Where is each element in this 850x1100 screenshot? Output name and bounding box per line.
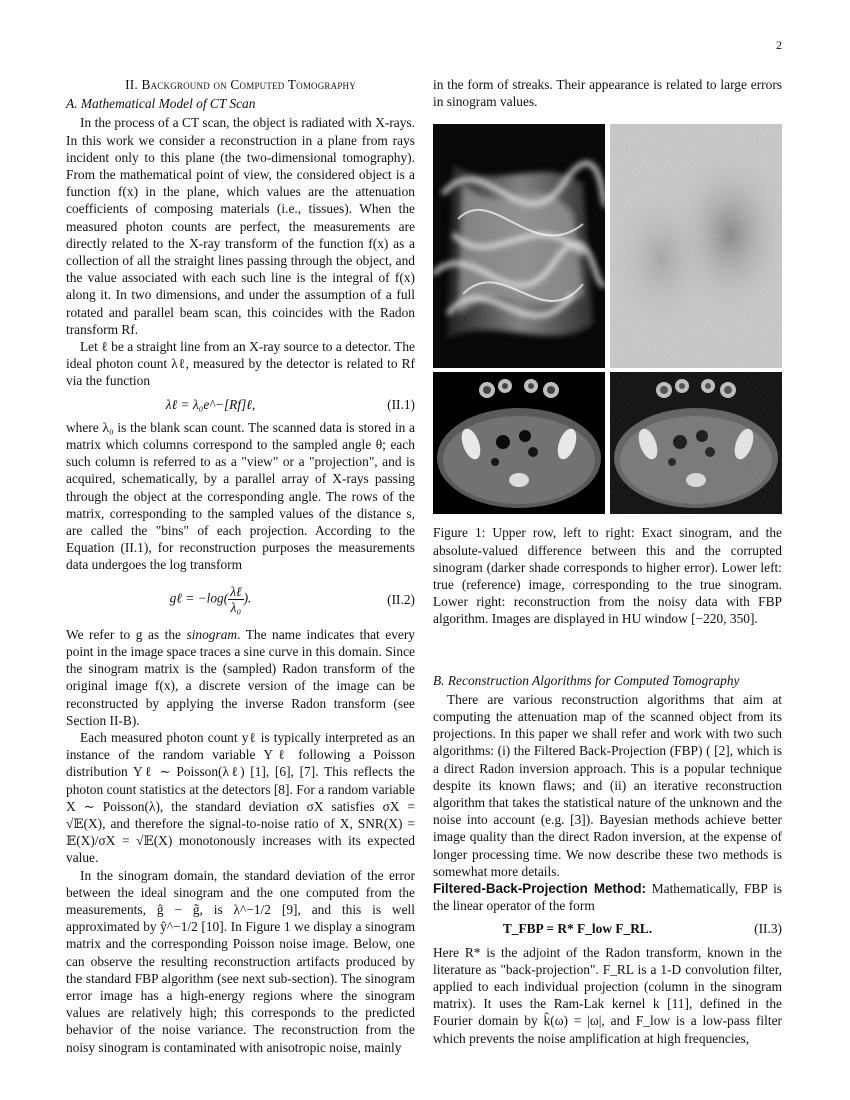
paragraph-poisson: Each measured photon count yℓ is typically interpreted as an instance of the random variable Yℓ following a Poisson distribution Yℓ ∼ Poisson(λℓ) [1], [6], [7]. This reflects the photon count statistics at the detectors [8]. For a random variable X ∼ Poisson(λ), the standard deviation σX satisfies σX = √𝔼(X), and therefore the signal-to-noise ratio of X, SNR(X) = 𝔼(X)/σX = √𝔼(X) monotonously increases with its expected value. xyxy=(66,729,415,866)
equation-II-3-number: (II.3) xyxy=(754,921,782,937)
section-title: II. Background on Computed Tomography xyxy=(125,77,356,92)
equation-II-2-denominator: λ₀ xyxy=(230,600,242,616)
equation-II-2-fraction xyxy=(228,584,243,615)
paragraph-streaks: in the form of streaks. Their appearance is related to large errors in sinogram values. xyxy=(433,77,782,110)
sinogram-text-b: . The name indicates that every point in the image space traces a sine curve in this domain. Since the sinogram matrix is the (sampled) Radon transform of the original image f(x), a discrete version of the image can be reconstructed by applying the inverse Radon transform (see Section II-B). xyxy=(66,626,415,728)
figure-1 xyxy=(433,124,782,627)
paragraph-fbp-method xyxy=(433,880,782,914)
equation-II-2-number: (II.2) xyxy=(387,592,415,608)
equation-II-2-numerator: λℓ xyxy=(230,584,242,600)
equation-II-1 xyxy=(66,396,415,413)
sinogram-term: sinogram xyxy=(186,626,238,642)
paragraph-sinogram xyxy=(66,626,415,729)
figure-1-grid xyxy=(433,124,782,514)
equation-II-3 xyxy=(433,920,782,937)
equation-II-2-right: ). xyxy=(243,590,252,606)
paragraph-reconstruction-algorithms: There are various reconstruction algorithms that aim at computing the attenuation map of the scanned object from its projections. In this paper we shall refer and work with two such algorithms: (i) the Filtered Back-Projection (FBP) ( [2], which is a direct Radon inversion approach. This is a popular technique despite its known flaws; and (ii) an iterative reconstruction algorithm that takes the statistical nature of the unknown and the noise into account (e.g. [3]). Bayesian methods achieve better image quality than the direct Radon inversion, at the expense of longer processing time. We now describe these two methods is somewhat more details. xyxy=(433,691,782,879)
exact-sinogram-graphic xyxy=(433,124,605,368)
subsection-a-title: A. Mathematical Model of CT Scan xyxy=(66,96,256,112)
equation-II-2-left: gℓ = −log( xyxy=(169,590,229,606)
fbp-reconstruction-image xyxy=(610,372,782,514)
paragraph-sinogram-noise: In the sinogram domain, the standard deviation of the error between the ideal sinogram and the one computed from the measurements, ĝ − g̃, is λ^−1/2 [9], and this is well approximated by ŷ^−1/2 [10]. In Figure 1 we display a sinogram matrix and the corresponding Poisson noise image. Below, one can observe the resulting reconstruction artifacts produced by the standard FBP algorithm (see next sub-section). The sinogram error image has a high-energy regions where the sinogram values are relatively high; this corresponds to the predicted behavior of the noise variance. The reconstruction from the noisy sinogram is contaminated with anisotropic noise, mainly xyxy=(66,867,415,1055)
page-number: 2 xyxy=(776,38,782,52)
paragraph-ct-scan: In the process of a CT scan, the object is radiated with X-rays. In this work we consider a reconstruction in a plane from rays incident only to this plane (the two-dimensional tomography). From the mathematical point of view, the considered object is a function f(x) in the plane, which values are the attenuation coefficients of composing materials (i.e., tissues). When the measured photon counts are perfect, the measurements are directly related to the X-ray transform of the function f(x) as a collection of all the straight lines passing through the object, and the value associated with each such line is the integral of f(x) along it. In two dimensions, and under the assumption of a full rotated and parallel beam scan, this coincides with the Radon transform Rf. xyxy=(66,115,415,337)
equation-II-1-formula: λℓ = λ₀e^−[Rf]ℓ, xyxy=(165,396,256,412)
fbp-reconstruction-graphic xyxy=(610,372,782,514)
equation-II-3-formula: T_FBP = R* F_low F_RL. xyxy=(502,921,653,937)
reference-ct-graphic xyxy=(433,372,605,514)
equation-II-1-number: (II.1) xyxy=(387,396,415,412)
paragraph-back-projection: Here R* is the adjoint of the Radon transform, known in the literature as "back-projection". F_RL is a 1-D convolution filter, applied to each individual projection (column in the sinogram matrix). It uses the Ram-Lak kernel k [11], defined in the Fourier domain by k̂(ω) = |ω|, and F_low is a low-pass filter which prevents the noise amplification at high frequencies, xyxy=(433,944,782,1046)
equation-II-2-formula xyxy=(66,584,355,615)
sinogram-difference-graphic xyxy=(610,124,782,368)
left-column xyxy=(66,76,415,1056)
fbp-method-body: Mathematically, FBP is the linear operator of the form xyxy=(433,881,782,914)
figure-1-caption: Figure 1: Upper row, left to right: Exact sinogram, and the absolute-valued difference between this and the corrupted sinogram (darker shade corresponds to higher error). Lower left: true (reference) image, corresponding to the true sinogram. Lower right: reconstruction from the noisy data with FBP algorithm. Images are displayed in HU window [−220, 350]. xyxy=(433,525,782,627)
subsection-b-title: B. Reconstruction Algorithms for Computed Tomography xyxy=(433,672,740,688)
paragraph-photon-count: Let ℓ be a straight line from an X-ray source to a detector. The ideal photon count λℓ, measured by the detector is related to Rf via the function xyxy=(66,339,415,389)
paragraph-scan-data: where λ₀ is the blank scan count. The scanned data is stored in a matrix which columns correspond to the sampled angle θ; each such column is referred to as a "view" or a "projection", and is acquired, schematically, by a parallel array of X-rays passing through the object at the corresponding angle. The rows of the matrix, corresponding to the sampled values of the distance s, are called the "bins" of each projection. According to the Equation (II.1), for reconstruction purposes the measurements data undergoes the log transform xyxy=(66,419,415,573)
sinogram-difference-image xyxy=(610,124,782,368)
reference-ct-image xyxy=(433,372,605,514)
equation-II-2 xyxy=(66,580,415,620)
right-column xyxy=(433,76,782,1047)
exact-sinogram-image xyxy=(433,124,605,368)
sinogram-text-a: We refer to g as the xyxy=(66,626,187,642)
fbp-method-heading: Filtered-Back-Projection Method: xyxy=(433,881,646,897)
